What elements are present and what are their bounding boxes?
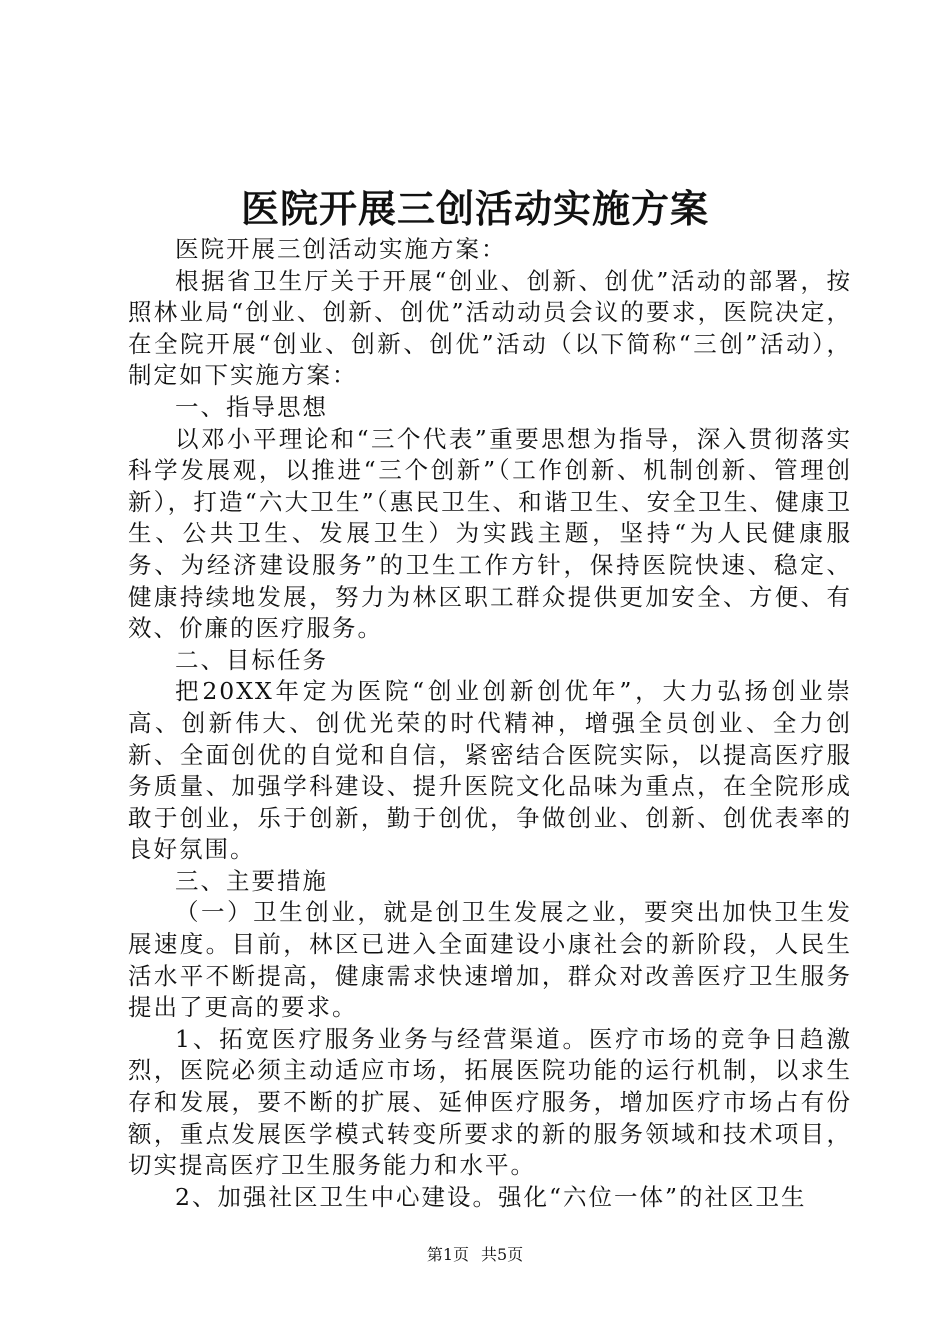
paragraph-item-2: 2、加强社区卫生中心建设。强化“六位一体”的社区卫生 — [175, 1182, 807, 1211]
paragraph-item-1: 1、拓宽医疗服务业务与经营渠道。医疗市场的竞争日趋激烈，医院必须主动适应市场，拓展医院功能的运行机制，以求生存和发展，要不断的扩展、延伸医疗服务，增加医疗市场占有份额，重点发展医学模式转变所要求的新的服务领域和技术项目，切实提高医疗卫生服务能力和水平。 — [128, 1024, 852, 1180]
section-heading-guiding-ideology: 一、指导思想 — [175, 392, 328, 421]
paragraph-guiding-ideology: 以邓小平理论和“三个代表”重要思想为指导，深入贯彻落实科学发展观，以推进“三个创新”（工作创新、机制创新、管理创新），打造“六大卫生”（惠民卫生、和谐卫生、安全卫生、健康卫生、公共卫生、发展卫生）为实践主题，坚持“为人民健康服务、为经济建设服务”的卫生工作方针，保持医院快速、稳定、健康持续地发展，努力为林区职工群众提供更加安全、方便、有效、价廉的医疗服务。 — [128, 424, 852, 643]
document-body — [128, 234, 852, 1213]
page-total: 共5页 — [481, 1245, 524, 1264]
page-footer — [0, 1244, 950, 1266]
document-title: 医院开展三创活动实施方案 — [240, 186, 709, 231]
paragraph-goals: 把20XX年定为医院“创业创新创优年”，大力弘扬创业崇高、创新伟大、创优光荣的时代精神，增强全员创业、全力创新、全面创优的自觉和自信，紧密结合医院实际，以提高医疗服务质量、加强学科建设、提升医院文化品味为重点，在全院形成敢于创业，乐于创新，勤于创优，争做创业、创新、创优表率的良好氛围。 — [128, 677, 852, 864]
section-heading-measures: 三、主要措施 — [175, 866, 328, 895]
paragraph-background: 根据省卫生厅关于开展“创业、创新、创优”活动的部署，按照林业局“创业、创新、创优”活动动员会议的要求，医院决定，在全院开展“创业、创新、创优”活动（以下简称“三创”活动），制定如下实施方案： — [128, 266, 852, 390]
page-number: 第1页 — [426, 1245, 469, 1264]
section-heading-goals: 二、目标任务 — [175, 645, 328, 674]
paragraph-measure-1: （一）卫生创业，就是创卫生发展之业，要突出加快卫生发展速度。目前，林区已进入全面建设小康社会的新阶段，人民生活水平不断提高，健康需求快速增加，群众对改善医疗卫生服务提出了更高的要求。 — [128, 898, 852, 1022]
paragraph-intro: 医院开展三创活动实施方案： — [175, 235, 507, 263]
